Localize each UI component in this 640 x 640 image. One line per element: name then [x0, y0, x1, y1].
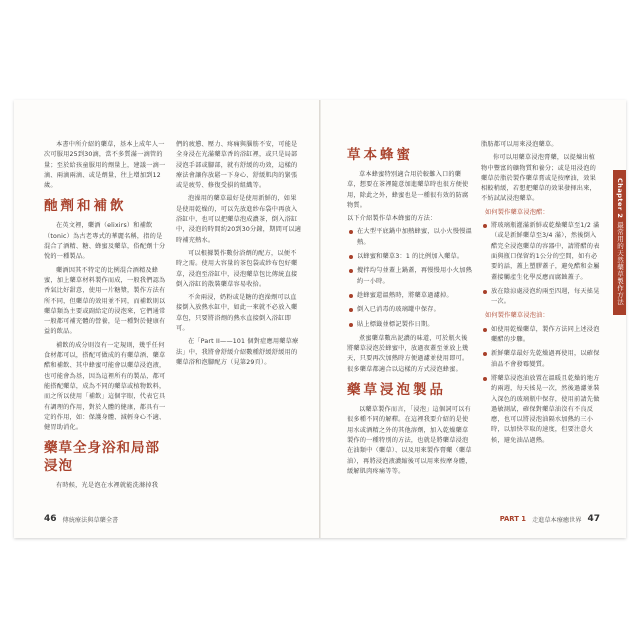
paragraph: 藥酒因其不特定的比例混合酒精及蜂蜜，加上藥草材料製作而成，一般我們認為香氣比好甜意，使用一片糖漿，製作方法有所不同，但藥草的效用並不同，而補飲則以藥草類為主要或副給定的浸泡來，它們通常一般都可補充體的營養，是一種對於健康有益的飲品。: [44, 266, 166, 336]
steps-lead: 以下介紹製作草本蜂蜜的方法：: [347, 215, 437, 223]
right-page: [321, 100, 626, 538]
heading-elixirs-tonics: 酏劑和補飲: [44, 198, 127, 215]
heading-herbal-honey: 草本蜂蜜: [347, 147, 413, 163]
oil-steps-list: [481, 325, 601, 446]
page-number: 46: [44, 514, 57, 524]
list-item: 貼上標籤並標記製作日期。: [347, 320, 473, 330]
list-item: 如使用乾燥藥草，製作方法同上述浸泡藥醋的步驟。: [481, 325, 601, 346]
paragraph: 不舍兩浸，奶粉或是糖的泡澡劑可以直接倒入放熱水缸中，如此一來就不必放入藥草包，只要將浴劑的熱水直接倒入浴缸即可。: [176, 294, 298, 333]
paragraph: 有時候，光是泡在水裡就能洗滌掉我: [56, 482, 159, 490]
list-item: 將藥草浸泡油放置在溫暖且乾燥的地方約兩週，每天搖晃一次，然後過濾並裝入深色的玻璃瓶中保存，使用前請先做過敏測試，確保對藥草油沒有不良反應，也可以將浸泡油隔水加熱約三小時，以加快萃取的速度，但要注意火候，避免油品過熱。: [481, 374, 601, 446]
left-column-2: [176, 140, 302, 371]
heading-herbal-baths: 藥草全身浴和局部浸泡: [44, 440, 160, 475]
list-item: 放在陰涼處浸泡約兩至四週，每天搖晃一次。: [481, 287, 601, 308]
book-title: 傳統療法與草藥全書: [62, 516, 119, 524]
page-number: 47: [587, 514, 600, 524]
paragraph: 補飲的成分則沒有一定規則，幾乎任何食材都可以，搭配可做成的有藥草酒、藥草醋和補飲、其中蜂蜜可能會以藥草浸泡液，也可能會為基，因為這裡所有的製品，都可能搭配藥草，成為不同的藥草或植物飲料，而之所以使用「補飲」這個字眼，代表它具有調理的作用，對於人體的健康，都具有一定的作用，如：保護身體、減輕身心不適、健胃助消化。: [44, 341, 166, 432]
paragraph: 脂肪都可以用來浸泡藥草。: [481, 141, 558, 148]
paragraph: 草本蜂蜜特別適合用於較難入口的藥草，想要在茶裡隨意加進藥草時也很方便使用，除此之外，蜂蜜也是一種很有效的防腐物質。: [347, 171, 469, 209]
part-label: PART 1: [499, 515, 526, 523]
left-folio: [44, 514, 118, 524]
list-item: 在大型平底鍋中加熱蜂蜜，以小火慢慢溫熱。: [347, 227, 473, 248]
honey-steps-list: [347, 227, 473, 329]
paragraph: 們的疲憊、壓力、疼痛與腦筋不安，可能是全身浸在光滿藥草香的浴缸裡，或只是局部浸泡手部或腳部，就有舒緩的功效，這樣的療法會讓你放鬆一下身心、舒緩肌肉的緊張或是疲勞、修復受損的組織等。: [176, 141, 298, 190]
chapter-label: Chapter 2: [616, 178, 624, 219]
chapter-title: 最常用的天然藥草製作方法: [616, 221, 624, 306]
right-column-2: [481, 140, 601, 450]
list-item: 新鮮藥草最好先乾燥過再使用，以確保油品不會發霉變質。: [481, 349, 601, 370]
left-page: [14, 100, 319, 538]
heading-herbal-infusions: 藥草浸泡製品: [347, 382, 446, 399]
part-title: 走進草本療癒世界: [531, 516, 582, 524]
list-item: 將玻璃瓶灌滿新鮮或乾燥藥草至1/2 滿（或是新鮮藥草至3/4 滿），然後倒入醋完全浸泡藥草的容器中，請將醋的表面與瓶口保留約1公分的空間，如有必要的話，蓋上塑膠蓋子，避免醋和金屬蓋接觸產生化學反應而腐蝕蓋子。: [481, 221, 601, 283]
chapter-tab: [613, 170, 626, 315]
list-item: 趁蜂蜜還溫熱時，將藥草過濾掉。: [347, 291, 473, 301]
paragraph: 煮蜜藥草數出泥濃的味道，可於瓶火後將藥草浸泡於蜂蜜中，放過夜蓋至並放上幾天，只要再次加熱時方便過濾並使用即可。很多藥草都適合以這樣的方式浸泡蜂蜜。: [347, 334, 469, 373]
right-folio: [500, 514, 600, 524]
paragraph: 在「Part II——101 個對症應用藥草療法」中，我將會舒緩介紹數種舒緩舒緩用的藥草浴和泡腳配方（見第29頁）。: [176, 338, 299, 366]
subheading-oil: 如何製作藥草浸泡油：: [485, 312, 549, 320]
paragraph: 泡澡用的藥草最好是使用新鮮的，如果是使用乾燥的，可以先放進紗布袋中再放入浴缸中，也可以把藥草泡成濃茶，倒入浴缸中，浸泡的時間約20到30分鐘，期間可以適時補充熱水。: [176, 195, 302, 244]
list-item: 攪拌均勻並蓋上鍋蓋，再慢慢用小火加熱約一小時。: [347, 266, 473, 287]
paragraph: 可以根據製作數份浴劑的配方，以便不時之需。使用大容量的茶包袋或紗布包好藥草，浸泡至浴缸中，浸泡藥草包比傳統直接倒入浴缸的散裝藥草容易收拾。: [176, 249, 298, 288]
vinegar-steps-list: [481, 221, 601, 307]
right-column-1: [347, 140, 473, 480]
subheading-vinegar: 如何製作藥草浸泡醋：: [485, 208, 549, 216]
list-item: 以蜂蜜和藥草3：1 的比例加入藥草。: [347, 252, 473, 262]
left-column-1: [44, 140, 168, 495]
list-item: 倒入已消毒的玻璃罐中保存。: [347, 305, 473, 315]
paragraph: 以藥草製作而言，「浸泡」這個詞可以有很多種不同的解釋。在這裡我要介紹的是使用水或酒精之外的其他溶劑，加入乾燥藥草製作的一種特別的方法，也就是將藥草浸泡在油類中（藥草）、以及用來製作膏藥（藥草油），再將浸泡液濃縮後可以用來按摩身體，緩解肌肉疼痛等等。: [347, 406, 472, 475]
paragraph: 在英文裡，藥酒（elixirs）和補飲（tonic）為古老專式的華麗名稱，指的是混合了酒精、糖、蜂蜜及藥草，俗配劑十分悅的一種製品。: [44, 222, 166, 261]
intro-paragraph: 本書中所介紹的藥草，基本上成年人一次可服用25到30滴，當不多質滿一滴管的量；至於給孩童服用的劑量上，建議一滴一滴、兩滴兩滴、或是劑量，往上增加到12歲。: [44, 141, 166, 190]
paragraph: 你可以用藥草浸泡膏藥，以提煉出植物中豐富的礦物質和養分；或是用浸泡的藥草於脂於製作藥草膏或是按摩油，效果相較稍緩，若想把藥草的效果發揮出來，不妨試試浸泡藥草。: [481, 154, 596, 203]
book-spread: [14, 100, 626, 538]
